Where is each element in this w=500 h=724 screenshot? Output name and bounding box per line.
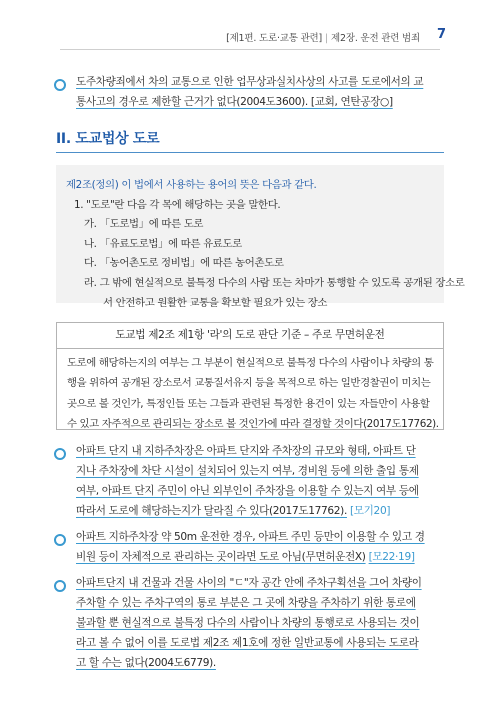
bullet-line: 지나 주차장에 차단 시설이 설치되어 있는지 여부, 경비원 등에 의한 출입 통제 (76, 465, 419, 477)
section-divider (56, 152, 444, 153)
case-criteria-box (56, 322, 444, 430)
circle-bullet-icon (54, 534, 66, 546)
statute-sub-item: 다. 「농어촌도로 정비법」에 따른 농어촌도로 (84, 257, 284, 270)
circle-bullet-icon (54, 79, 66, 91)
bullet-line: 아파트 단지 내 지하주차장은 아파트 단지와 주차장의 규모와 형태, 아파트 단 (76, 445, 416, 457)
statute-sub-item: 가. 「도로법」에 따른 도로 (84, 218, 204, 231)
bullet-line: 아파트 지하주차장 약 50m 운전한 경우, 아파트 주민 등만이 이용할 수 있고 경 (76, 531, 425, 543)
exam-reference: [모22·19] (368, 551, 415, 563)
header-part: [제1편. 도로·교통 관련] (226, 33, 323, 44)
running-header (226, 30, 442, 44)
intro-line: 통사고의 경우로 제한할 근거가 없다(2004도3600). [교회, 연탄공장○] (76, 96, 393, 108)
header-divider (60, 49, 440, 50)
case-line: 수 있고 자주적으로 관리되는 장소로 볼 것인가에 따라 결정할 것이다(2017도17762). (67, 418, 439, 431)
statute-sub-item-continuation: 서 안전하고 원활한 교통을 확보할 필요가 있는 장소 (103, 296, 328, 309)
bullet-line: 라고 볼 수 없어 이를 도로법 제2조 제1호에 정한 일반교통에 사용되는 도로라 (76, 637, 419, 649)
statute-item: 1. "도로"란 다음 각 목에 해당하는 곳을 말한다. (74, 198, 281, 211)
intro-line: 도주차량죄에서 차의 교통으로 인한 업무상과실치사상의 사고를 도로에서의 교 (76, 76, 424, 88)
intro-paragraph (76, 72, 444, 112)
bullet-paragraph (76, 441, 444, 521)
bullet-line: 불과할 뿐 현실적으로 불특정 다수의 사람이나 차량의 통행로로 사용되는 것이 (76, 617, 420, 629)
circle-bullet-icon (54, 448, 66, 460)
bullet-line: 고 할 수는 없다(2004도6779). (76, 657, 216, 669)
statute-title: 제2조(정의) 이 법에서 사용하는 용어의 뜻은 다음과 같다. (66, 179, 317, 191)
bullet-line: 주차할 수 있는 주차구역의 통로 부분은 그 곳에 차량을 주차하기 위한 통로에 (76, 597, 416, 609)
case-box-body (57, 349, 443, 435)
page-number: 7 (436, 27, 446, 42)
case-line: 도로에 해당하는지의 여부는 그 부분이 현실적으로 불특정 다수의 사람이나 차량의 통 (67, 357, 434, 369)
statute-sub-item: 라. 그 밖에 현실적으로 불특정 다수의 사람 또는 차마가 통행할 수 있도록 공개된 장소로 (84, 276, 465, 289)
statute-box (56, 165, 465, 309)
bullet-line: 여부, 아파트 단지 주민이 아닌 외부인이 주차장을 이용할 수 있는지 여부 등에 (76, 485, 419, 497)
case-line: 행을 위하여 공개된 장소로서 교통질서유지 등을 목적으로 하는 일반경찰권이 미치는 (67, 377, 431, 390)
bullet-paragraph (76, 573, 444, 673)
header-chapter: 제2장. 운전 관련 범죄 (331, 33, 420, 44)
bullet-line: 따라서 도로에 해당하는지가 달라질 수 있다(2017도17762). [모기20] (76, 505, 391, 517)
bullet-line: 아파트단지 내 건물과 건물 사이의 "ㄷ"자 공간 안에 주차구획선을 그어 차량이 (76, 577, 422, 589)
bullet-paragraph (76, 527, 444, 567)
exam-reference: [모기20] (350, 505, 391, 517)
circle-bullet-icon (54, 580, 66, 592)
statute-sub-item: 나. 「유료도로법」에 따른 유료도로 (84, 237, 242, 250)
bullet-line: 비원 등이 자체적으로 관리하는 곳이라면 도로 아님(무면허운전X) [모22·19] (76, 551, 415, 563)
header-separator: | (325, 33, 329, 44)
case-line: 곳으로 볼 것인가, 특정인들 또는 그들과 관련된 특정한 용건이 있는 자들만이 사용할 (67, 397, 430, 410)
case-box-heading: 도교법 제2조 제1항 '라'의 도로 판단 기준 – 주로 무면허운전 (57, 323, 443, 349)
section-title: II. 도교법상 도로 (56, 131, 160, 147)
